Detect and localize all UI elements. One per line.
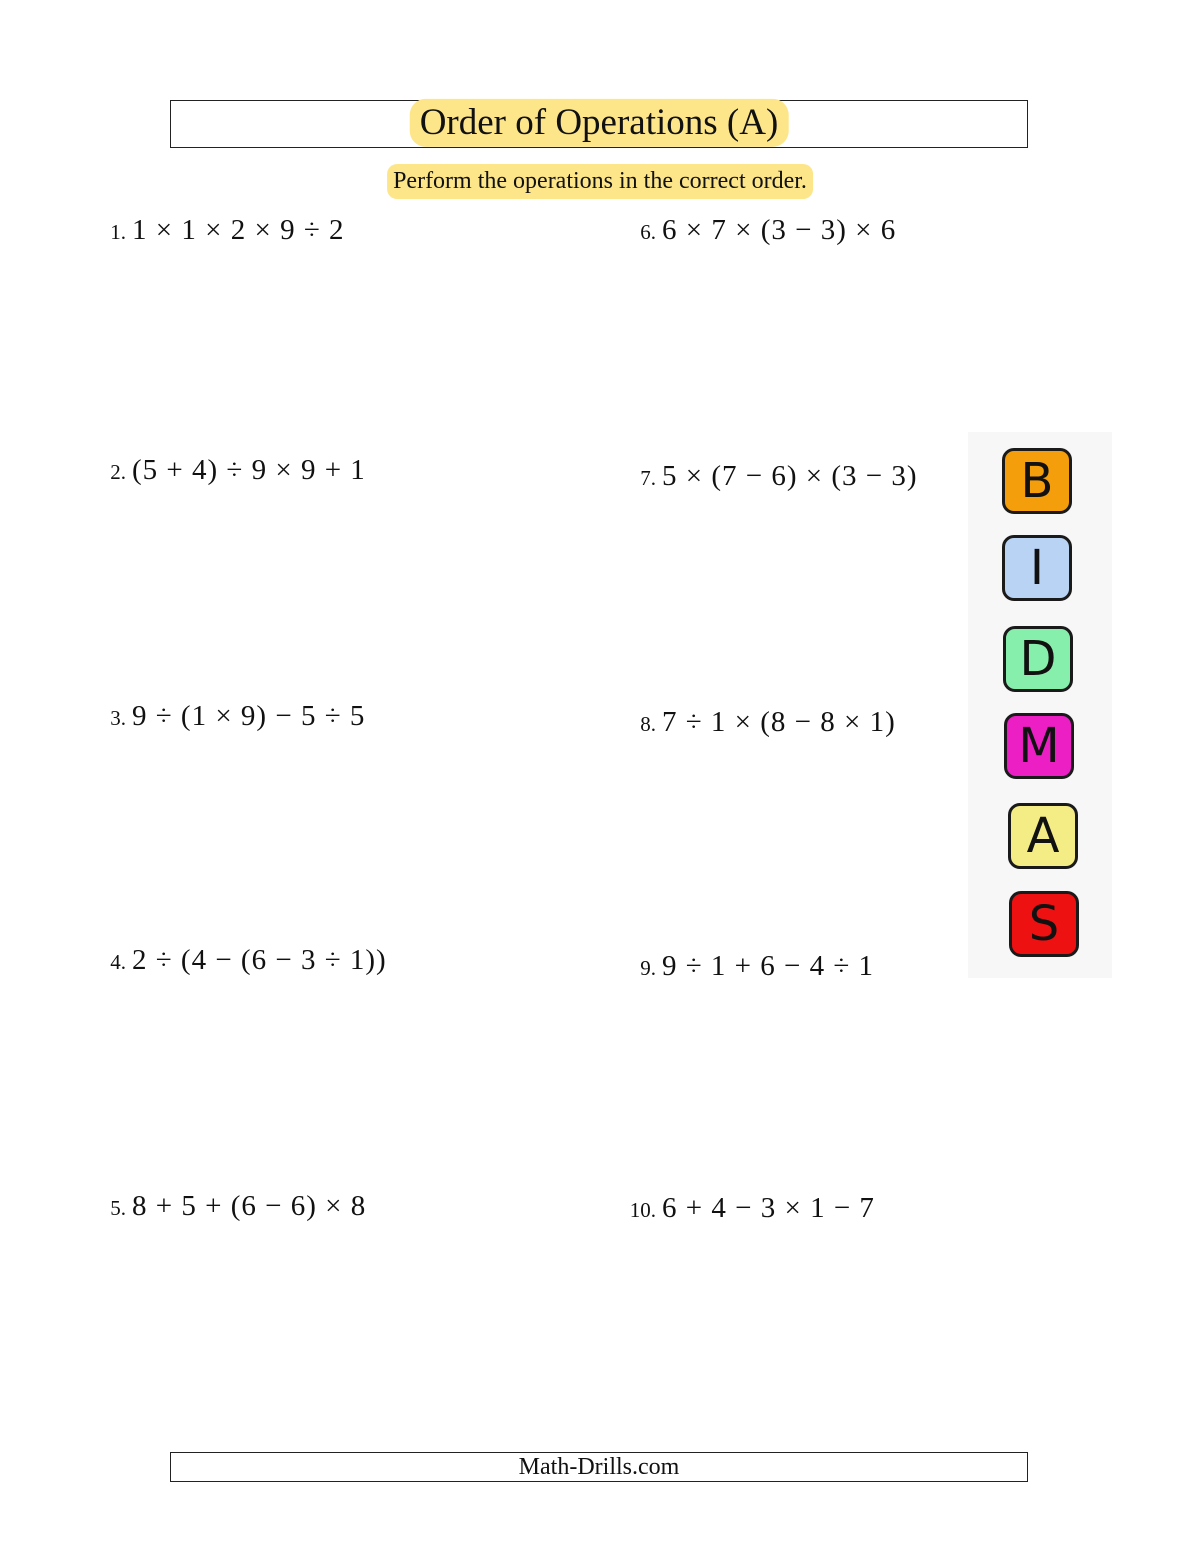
- problem-expression: 7 ÷ 1 × (8 − 8 × 1): [662, 706, 896, 738]
- problem-number: 9.: [640, 956, 656, 980]
- problem-expression: 6 × 7 × (3 − 3) × 6: [662, 214, 897, 246]
- problem-expression: 5 × (7 − 6) × (3 − 3): [662, 460, 918, 492]
- problem-number: 3.: [110, 706, 126, 730]
- problem-number: 2.: [110, 460, 126, 484]
- problem-10: [622, 1192, 875, 1225]
- problem-number: 6.: [640, 220, 656, 244]
- page-title: Order of Operations (A): [410, 99, 789, 147]
- problem-number: 1.: [110, 220, 126, 244]
- bidmas-tile-a: [1008, 803, 1078, 869]
- problem-5: [92, 1190, 366, 1223]
- problem-expression: 9 ÷ (1 × 9) − 5 ÷ 5: [132, 700, 366, 732]
- bidmas-letter: M: [1018, 718, 1060, 774]
- bidmas-tile-s: [1009, 891, 1079, 957]
- problem-number: 10.: [629, 1198, 656, 1222]
- bidmas-letter: A: [1026, 808, 1060, 864]
- problem-9: [622, 950, 874, 983]
- problem-expression: 6 + 4 − 3 × 1 − 7: [662, 1192, 875, 1224]
- problem-7: [622, 460, 918, 493]
- problem-3: [92, 700, 365, 733]
- bidmas-tile-i: [1002, 535, 1072, 601]
- bidmas-panel: [968, 432, 1112, 978]
- problem-expression: 9 ÷ 1 + 6 − 4 ÷ 1: [662, 950, 875, 982]
- bidmas-letter: B: [1020, 453, 1054, 509]
- problem-1: [92, 214, 344, 247]
- problem-number: 7.: [640, 466, 656, 490]
- title-box: [170, 100, 1028, 148]
- problem-expression: 8 + 5 + (6 − 6) × 8: [132, 1190, 367, 1222]
- footer-box: [170, 1452, 1028, 1482]
- footer-site-name: Math-Drills.com: [518, 1454, 680, 1480]
- problem-expression: 1 × 1 × 2 × 9 ÷ 2: [132, 214, 345, 246]
- problem-8: [622, 706, 896, 739]
- problem-4: [92, 944, 387, 977]
- problem-expression: (5 + 4) ÷ 9 × 9 + 1: [132, 454, 366, 486]
- problem-6: [622, 214, 896, 247]
- problem-number: 5.: [110, 1196, 126, 1220]
- instructions-text: Perform the operations in the correct order.: [387, 164, 813, 199]
- bidmas-letter: D: [1019, 631, 1057, 687]
- bidmas-tile-b: [1002, 448, 1072, 514]
- problem-expression: 2 ÷ (4 − (6 − 3 ÷ 1)): [132, 944, 387, 976]
- problem-number: 8.: [640, 712, 656, 736]
- bidmas-tile-d: [1003, 626, 1073, 692]
- bidmas-tile-m: [1004, 713, 1074, 779]
- bidmas-letter: I: [1029, 540, 1045, 596]
- problem-2: [92, 454, 366, 487]
- bidmas-letter: S: [1028, 896, 1060, 952]
- problem-number: 4.: [110, 950, 126, 974]
